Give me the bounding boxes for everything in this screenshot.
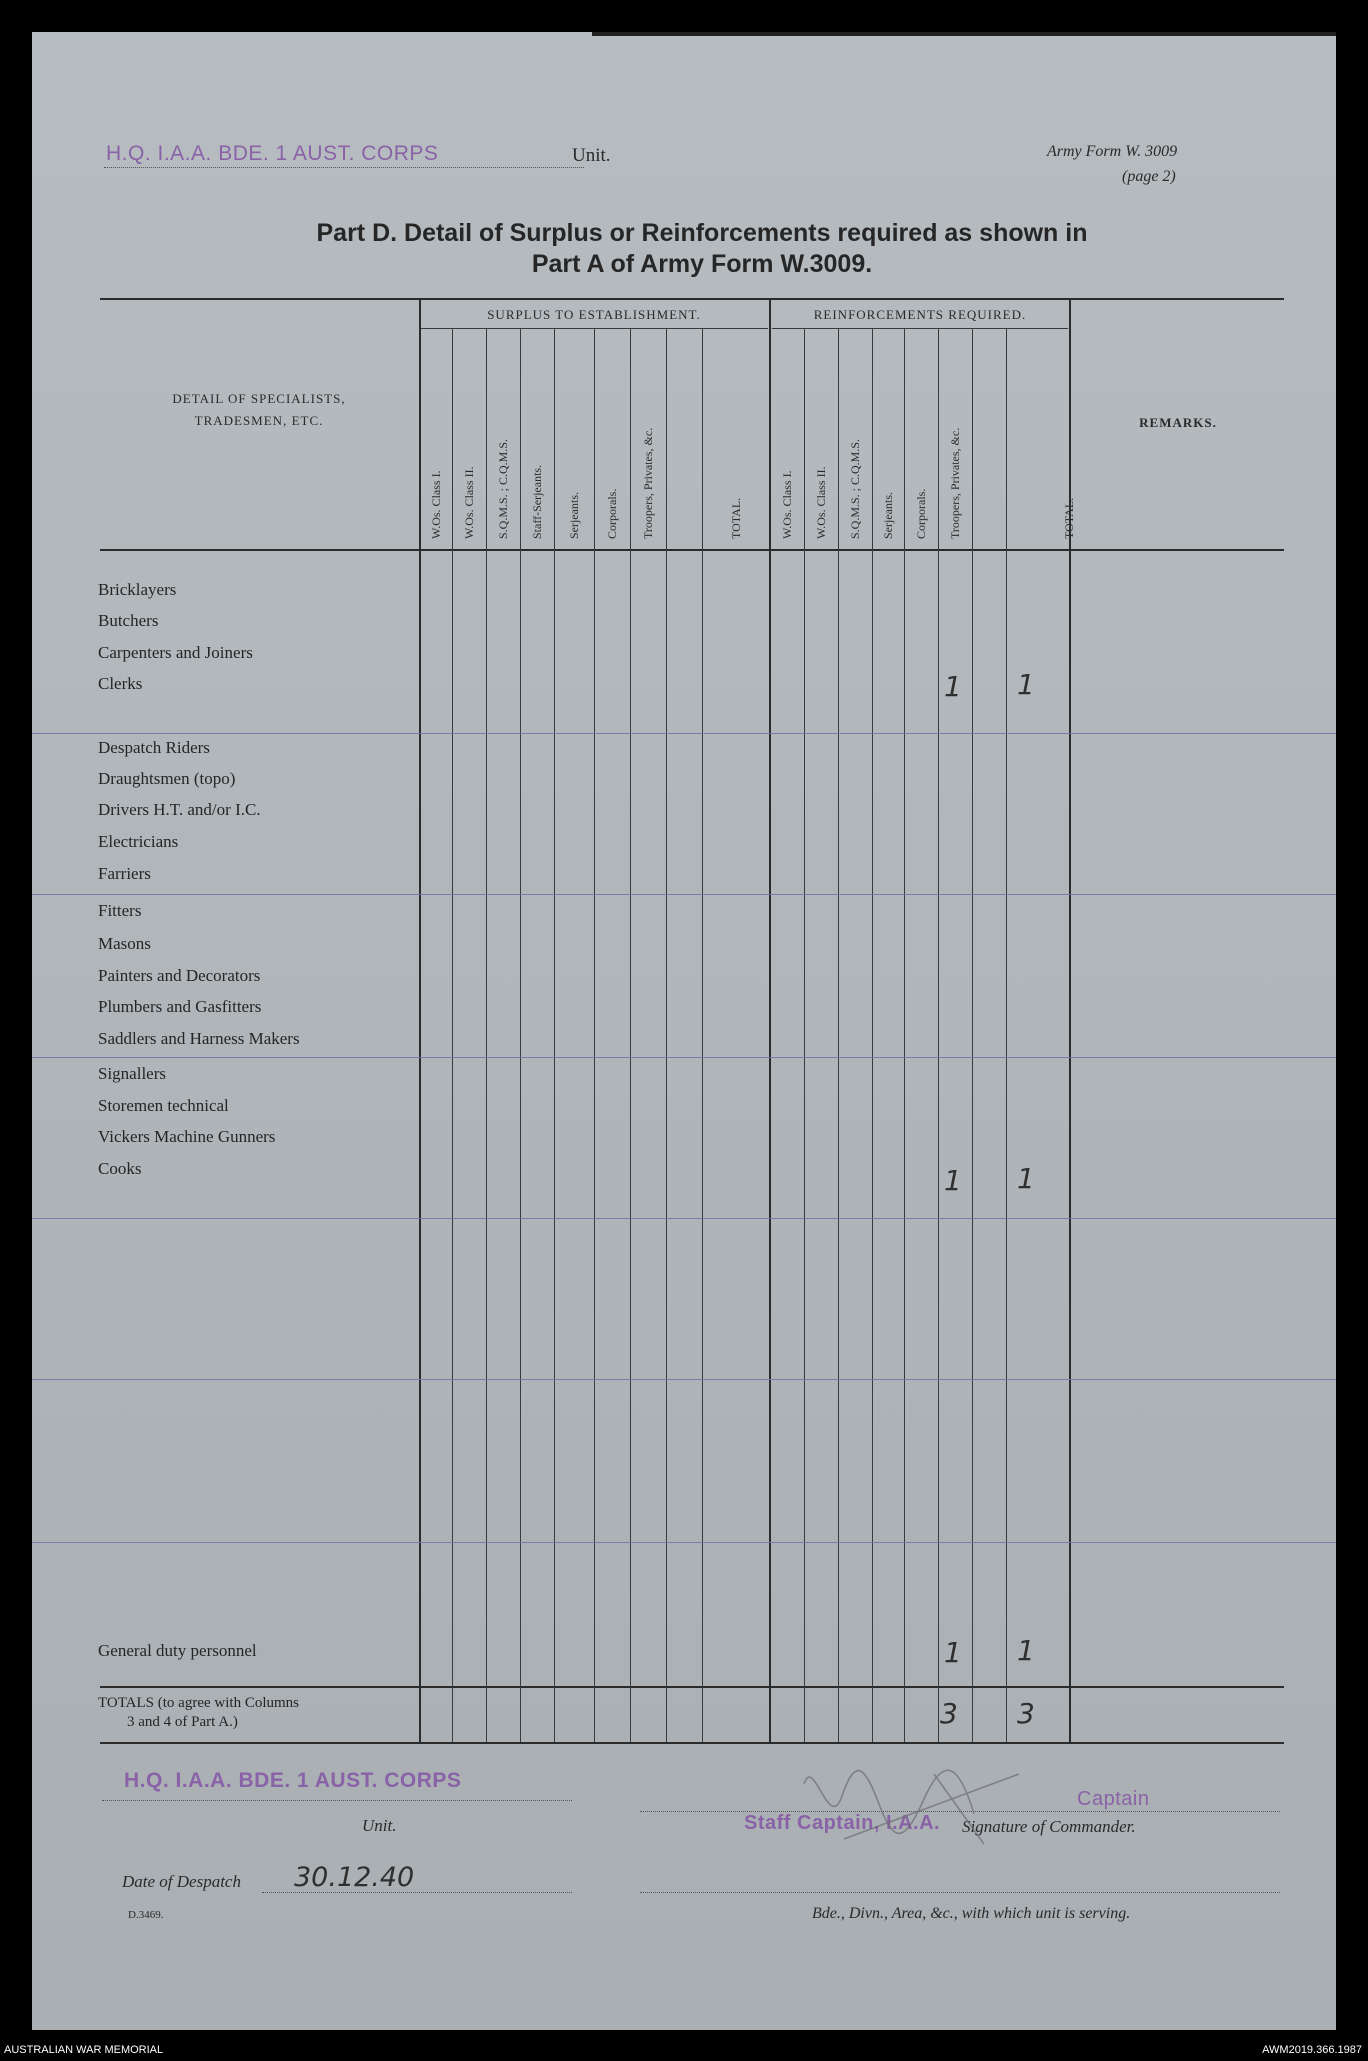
col-line	[838, 329, 839, 1742]
surplus-header: SURPLUS TO ESTABLISHMENT.	[487, 307, 701, 322]
surplus-col-total: TOTAL.	[729, 497, 743, 539]
col-line	[594, 329, 595, 1742]
captain-stamp: Captain	[1077, 1788, 1150, 1810]
row-label: Carpenters and Joiners	[98, 643, 253, 662]
totals-label-line-2: 3 and 4 of Part A.)	[127, 1714, 238, 1730]
row-label: Bricklayers	[98, 580, 177, 599]
staff-captain-stamp: Staff Captain, I.A.A.	[744, 1812, 941, 1834]
row-label: Drivers H.T. and/or I.C.	[98, 800, 261, 819]
reinf-col-wo2: W.Os. Class II.	[814, 466, 828, 539]
date-value: 30.12.40	[294, 1862, 415, 1893]
archive-footer-strip	[0, 2030, 1368, 2061]
detail-header-line-2: TRADESMEN, ETC.	[194, 413, 324, 428]
archive-accession: AWM2019.366.1987	[1262, 2044, 1362, 2056]
row-label: Signallers	[98, 1064, 166, 1083]
detail-header-line-1: DETAIL OF SPECIALISTS,	[172, 391, 346, 406]
reinf-col-wo1: W.Os. Class I.	[780, 470, 794, 539]
cooks-troopers-value: 1	[944, 1164, 962, 1197]
col-line	[452, 329, 453, 1742]
bde-label: Bde., Divn., Area, &c., with which unit is serving.	[812, 1905, 1131, 1922]
totals-troopers-value: 3	[940, 1697, 958, 1730]
date-line	[262, 1892, 572, 1893]
document-page	[32, 32, 1336, 2030]
col-line	[666, 329, 667, 1742]
surplus-reinforcement-divider	[769, 300, 771, 1742]
archive-institution: AUSTRALIAN WAR MEMORIAL	[4, 2044, 164, 2056]
row-label: Clerks	[98, 674, 143, 693]
surplus-col-serjeants: Serjeants.	[567, 492, 581, 539]
reinf-col-troopers: Troopers, Privates, &c.	[948, 427, 962, 539]
row-label: Fitters	[98, 901, 142, 920]
blue-rule	[32, 1379, 1336, 1380]
col-line	[938, 329, 939, 1742]
row-label: Painters and Decorators	[98, 966, 261, 985]
general-duty-label: General duty personnel	[98, 1641, 257, 1660]
row-label: Draughtsmen (topo)	[98, 769, 236, 788]
clerks-troopers-value: 1	[944, 670, 962, 703]
signature-label: Signature of Commander.	[962, 1817, 1136, 1836]
row-label: Saddlers and Harness Makers	[98, 1029, 300, 1048]
totals-label-line-1: TOTALS (to agree with Columns	[98, 1695, 299, 1711]
cooks-total-value: 1	[1017, 1162, 1035, 1195]
row-label: Storemen technical	[98, 1096, 229, 1115]
footer-unit-label: Unit.	[362, 1816, 397, 1835]
col-line	[702, 329, 703, 1742]
surplus-col-sqms: S.Q.M.S. ; C.Q.M.S.	[496, 438, 510, 539]
general-troopers-value: 1	[944, 1636, 962, 1669]
row-label: Plumbers and Gasfitters	[98, 997, 262, 1016]
col-line	[904, 329, 905, 1742]
table-top-rule	[100, 298, 1284, 300]
unit-stamp: H.Q. I.A.A. BDE. 1 AUST. CORPS	[106, 142, 439, 165]
blue-rule	[32, 1218, 1336, 1219]
reinf-col-corporals: Corporals.	[914, 488, 928, 539]
form-name: Army Form W. 3009	[1047, 143, 1178, 160]
general-total-value: 1	[1017, 1634, 1035, 1667]
col-line	[554, 329, 555, 1742]
reinf-col-sqms: S.Q.M.S. ; C.Q.M.S.	[848, 438, 862, 539]
reinf-col-serjeants: Serjeants.	[881, 492, 895, 539]
surplus-col-wo2: W.Os. Class II.	[462, 466, 476, 539]
form-code: D.3469.	[128, 1909, 164, 1921]
footer-unit-line	[102, 1800, 572, 1801]
commander-signature	[784, 1744, 1044, 1854]
date-label: Date of Despatch	[122, 1872, 241, 1891]
detail-column-divider	[419, 300, 421, 1742]
footer-unit-stamp: H.Q. I.A.A. BDE. 1 AUST. CORPS	[124, 1769, 462, 1792]
remarks-header: REMARKS.	[1139, 415, 1217, 430]
unit-dotted-line	[104, 167, 584, 168]
row-label: Butchers	[98, 611, 159, 630]
form-title-line-2: Part A of Army Form W.3009.	[531, 250, 873, 278]
reinforcements-header: REINFORCEMENTS REQUIRED.	[813, 307, 1027, 322]
bde-line	[640, 1892, 1280, 1893]
surplus-col-wo1: W.Os. Class I.	[429, 470, 443, 539]
blue-rule	[32, 894, 1336, 895]
page-ref: (page 2)	[1122, 168, 1176, 185]
blue-rule	[32, 1542, 1336, 1543]
col-line	[872, 329, 873, 1742]
row-label: Masons	[98, 934, 151, 953]
blue-rule	[32, 733, 1336, 734]
reinf-col-total: TOTAL.	[1062, 497, 1076, 539]
surplus-col-staff-serjeants: Staff-Serjeants.	[530, 464, 544, 539]
col-line	[630, 329, 631, 1742]
row-label: Vickers Machine Gunners	[98, 1127, 276, 1146]
row-label: Despatch Riders	[98, 738, 210, 757]
blue-rule	[32, 1057, 1336, 1058]
surplus-col-corporals: Corporals.	[605, 488, 619, 539]
col-line	[1006, 329, 1007, 1742]
totals-total-value: 3	[1017, 1697, 1035, 1730]
table-bottom-rule	[100, 1742, 1284, 1744]
totals-top-rule	[100, 1686, 1284, 1688]
col-line	[486, 329, 487, 1742]
clerks-total-value: 1	[1017, 668, 1035, 701]
form-title-line-1: Part D. Detail of Surplus or Reinforcements required as shown in	[316, 219, 1088, 247]
surplus-col-troopers: Troopers, Privates, &c.	[641, 427, 655, 539]
row-label: Electricians	[98, 832, 179, 851]
scan-edge	[592, 32, 1336, 36]
table-header-rule	[100, 549, 1284, 551]
col-line	[520, 329, 521, 1742]
col-line	[972, 329, 973, 1742]
reinforcements-subheader-rule	[772, 328, 1068, 329]
col-line	[804, 329, 805, 1742]
unit-label: Unit.	[572, 145, 611, 166]
row-label: Farriers	[98, 864, 151, 883]
row-label: Cooks	[98, 1159, 142, 1178]
